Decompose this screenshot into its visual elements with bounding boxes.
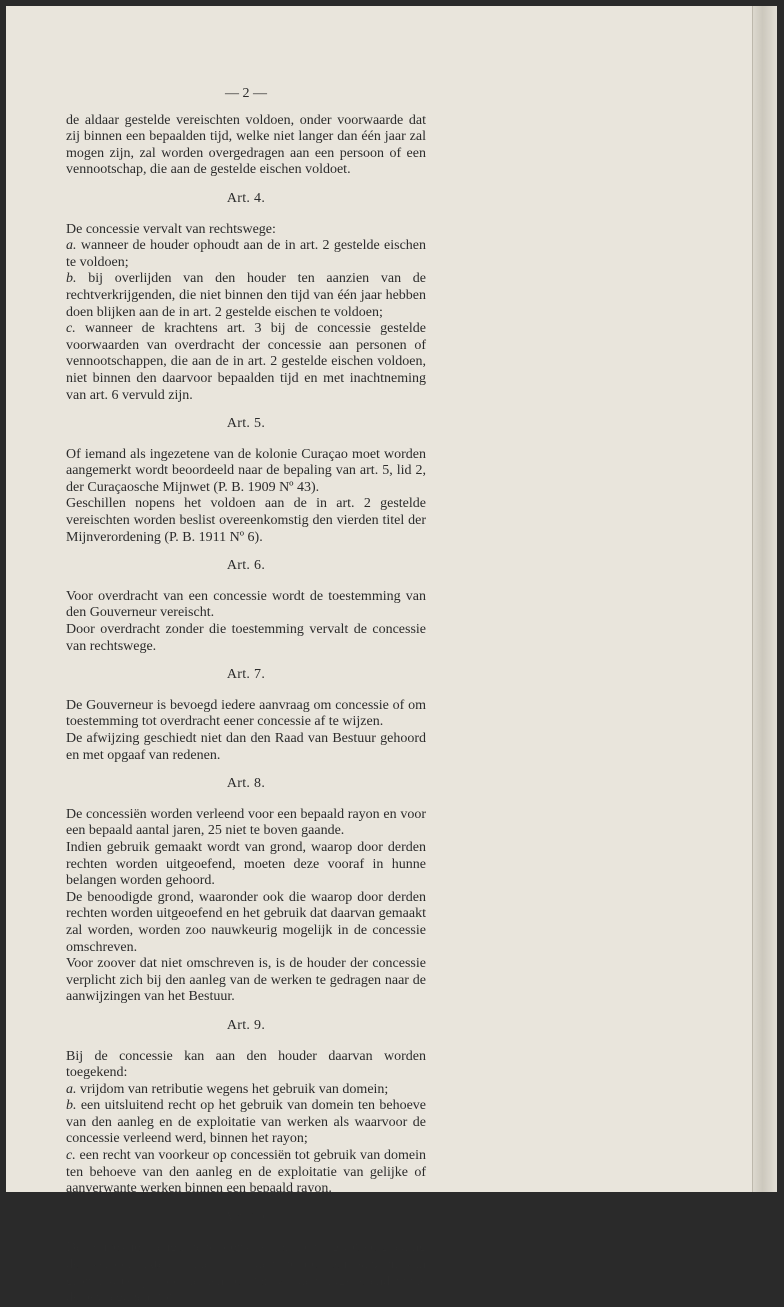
article-paragraph [66,1049,426,1082]
list-label: b. [66,1098,77,1114]
article-paragraph [66,271,426,321]
paragraph-text: bij overlijden van den houder ten aanzien van de rechtverkrijgenden, die niet binnen den tijd van één jaar hebben doen blijken aan de in art. 2 gestelde eischen te voldoen; [66,271,427,320]
article-paragraph [66,807,426,840]
paragraph-text: Door overdracht zonder die toestemming vervalt de concessie van rechtswege. [66,622,426,654]
article-paragraph [66,956,426,1006]
page-body [66,86,426,1307]
article-heading: Art. 8. [226,776,266,792]
article-paragraph [66,698,426,731]
list-label: a. [66,1081,77,1097]
article-paragraph [66,890,426,956]
paragraph-text: Of iemand als ingezetene van de kolonie Curaçao moet worden aangemerkt wordt beoordeeld naar de bepaling van art. 5, lid 2, der Curaçaosche Mijnwet (P. B. 1909 Nº 43). [66,446,426,495]
articles [66,191,426,1307]
article-paragraph [66,222,426,239]
paragraph-text: Bij de concessie kan aan den houder daarvan worden toegekend: [66,1048,426,1081]
paragraph-text: een uitsluitend recht op het gebruik van domein ten behoeve van den aanleg en de exploitatie van werken als waarvoor de concessie verleend werd, binnen het rayon; [66,1098,427,1147]
list-label: b. [66,271,77,287]
article-paragraph [66,589,426,622]
article-paragraph [66,622,426,655]
article-heading: Art. 5. [226,416,266,432]
article-paragraph [66,1098,426,1148]
paragraph-text: De concessie brengt, behoudens de verplichting tot vergoeding der veroorzaakte schade, voor den houder ten aanzien van grond, waarop door derden rechten worden uitgeoefend mede de bevoegdheid tot: [66,1240,426,1306]
paragraph-text: vrijdom van retributie wegens het gebruik van domein; [80,1081,389,1097]
list-label: c. [66,321,76,337]
paragraph-text: De concessie vervalt van rechtswege: [66,221,276,237]
article-paragraph [66,447,426,497]
article-paragraph [66,238,426,271]
paragraph-text: wanneer de houder ophoudt aan de in art. 2 gestelde eischen te voldoen; [66,238,427,270]
paragraph-text: wanneer de krachtens art. 3 bij de concessie gestelde voorwaarden van overdracht der concessie aan personen of vennootschappen, die aan de in art. 2 gestelde eischen voldoen, niet binnen den daarvoor bepaalden tijd en met inachtneming van art. 6 vervuld zijn. [66,321,426,403]
article-paragraph [66,1240,426,1306]
page-number: — 2 — [225,86,267,101]
paragraph-text: een recht van voorkeur op concessiën tot gebruik van domein ten behoeve van den aanleg en de exploitatie van gelijke of aanverwante werken binnen een bepaald rayon. [66,1148,426,1197]
article-paragraph [66,1082,426,1099]
paragraph-text: De concessiën worden verleend voor een bepaald rayon en voor een bepaald aantal jaren, 25 niet te boven gaande. [66,806,426,839]
article-heading: Art. 7. [226,667,266,683]
paragraph-text: Indien gebruik gemaakt wordt van grond, waarop door derden rechten worden uitgeoefend, moeten deze vooraf in hunne belangen worden gehoord. [66,839,426,889]
article-heading: Art. 4. [226,190,266,206]
article-paragraph [66,840,426,890]
paragraph-text: Geschillen nopens het voldoen aan de in art. 2 gestelde vereischten worden beslist overeenkomstig den vierden titel der Mijnverordening (P. B. 1911 Nº 6). [66,496,426,545]
page-edge [752,6,777,1192]
article-paragraph [66,1148,426,1198]
article-paragraph [66,496,426,546]
article-paragraph [66,321,426,404]
paragraph-text: De Gouverneur is bevoegd iedere aanvraag om concessie of om toestemming tot overdracht eener concessie af te wijzen. [66,697,426,730]
article-heading: Art. 6. [226,558,266,574]
list-label: c. [66,1148,76,1164]
article-heading: Art. 10. [223,1209,269,1225]
paragraph-text: De benoodigde grond, waaronder ook die waarop door derden rechten worden uitgeoefend en het gebruik dat daarvan gemaakt zal worden, worden zoo nauwkeurig mogelijk in de concessie omschreven. [66,889,426,955]
list-label: a. [66,238,77,254]
paragraph-text: Voor zoover dat niet omschreven is, is de houder der concessie verplicht zich bij den aanleg van de werken te gedragen naar de aanwijzingen van het Bestuur. [66,956,426,1005]
paragraph-text: Voor overdracht van een concessie wordt de toestemming van den Gouverneur vereischt. [66,588,426,621]
scanned-page [6,6,752,1306]
intro-paragraph: de aldaar gestelde vereischten voldoen, onder voorwaarde dat zij binnen een bepaalden tijd, welke niet langer dan één jaar zal mogen zijn, zal worden overgedragen aan een persoon of een vennootschap, die aan de gestelde eischen voldoet. [66,112,426,178]
article-heading: Art. 9. [226,1017,266,1033]
paragraph-text: De afwijzing geschiedt niet dan den Raad van Bestuur gehoord en met opgaaf van redenen. [66,731,426,763]
article-paragraph [66,731,426,764]
